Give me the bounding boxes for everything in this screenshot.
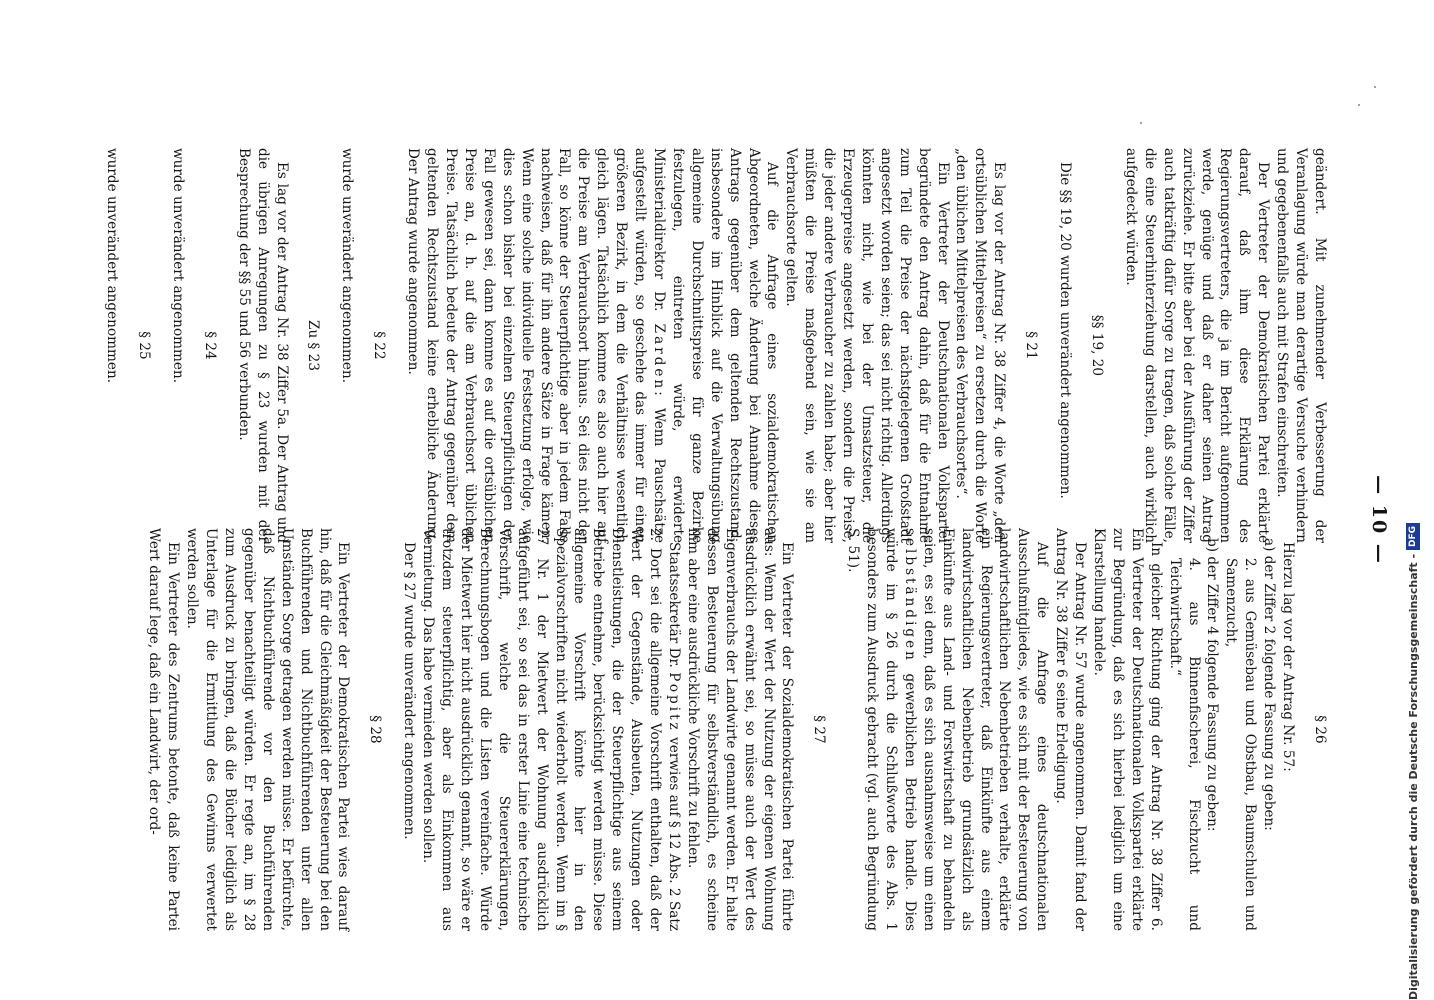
section-heading: Zu § 23	[305, 320, 322, 371]
paragraph: Ein Vertreter der Demokratischen Partei wies darauf hin, daß für die Gleichmäßigkeit der Besteuerung bei den Buchführenden und Nichtbuchführenden unter allen Umständen Sorge getragen werden müsse. Er befürchte, daß Nichtbuchführende vor den Buchführenden gegenüber benachteiligt würden. Er regte an, im § 28 zum Ausdruck zu bringen, daß die Bücher lediglich als Unterlage für die Ermittlung des Gewinns verwertet werden sollen.	[184, 528, 352, 931]
paragraph: Der § 27 wurde unverändert angenommen.	[401, 542, 418, 840]
section-heading: § 24	[201, 331, 218, 360]
section-heading: § 27	[811, 715, 828, 744]
list-item: 2. aus Gemüsebau und Obstbau, Baumschulen und Samenzucht,	[1223, 558, 1259, 931]
right-column	[145, 528, 1329, 931]
section-heading: § 21	[1023, 331, 1040, 360]
spaced-name: Zarden	[651, 323, 667, 392]
paragraph	[843, 528, 1051, 931]
section-heading: § 28	[367, 715, 384, 744]
spaced-name: Popitz	[666, 672, 682, 733]
paragraph: wurde unverändert angenommen.	[339, 148, 356, 384]
paragraph: wurde unverändert angenommen.	[169, 148, 186, 384]
paragraph: Ein Vertreter des Zentrums betonte, daß keine Partei Wert darauf lege, daß ein Landwirt, der ord-	[146, 528, 182, 931]
text-run: Staatssekretär Dr.	[666, 542, 682, 668]
text-run: : Wenn Pauschsätze aufgestellt würden, so geschehe das immer für einen größeren Bezirk, in dem die Verhältnisse wesentlich gleich lägen. Tatsächlich komme es also auch hier auf die Preise am Verbrauchsort hinaus. Sei dies nicht der Fall, so könne der Steuerpflichtige aber in jedem Falle nachweisen, daß für ihn andere Sätze in Frage kämen. Wenn eine solche individuelle Festsetzung erfolge, wie dies schon bisher bei einzelnen Steuerpflichtigen der Fall gewesen sei, dann komme es auf die ortsüblichen Preise an, d. h. auf die am Verbrauchsort üblichen Preise. Tatsächlich bedeute der Antrag gegenüber dem geltenden Rechtszustand keine erhebliche Änderung. Der Antrag wurde angenommen.	[405, 148, 667, 543]
paragraph: Ein Vertreter der Deutschnationalen Volkspartei begründete den Antrag dahin, daß für die Entnahme zum Teil die Preise der nächstgelegenen Großstadt angesetzt worden seien; das sei nicht richtig. Allerdings könnten nicht, wie bei der Umsatzsteuer, die Erzeugerpreise angesetzt werden, sondern die Preise, die jeder andere Verbraucher zu zahlen habe; aber hier müßten die Preise maßgebend sein, wie sie am Verbrauchsorte gelten.	[783, 148, 951, 543]
section-heading: § 26	[1312, 715, 1328, 744]
paragraph: Es lag vor der Antrag Nr. 38 Ziffer 4, die Worte „den ortsüblichen Mittelpreisen“ zu ersetzen durch die Worte „den üblichen Mittelpreisen des Verbrauchsortes“.	[953, 148, 1008, 543]
paragraph: Der Vertreter der Demokratischen Partei erklärte darauf, daß ihm diese Erklärung des Regierungsvertreters, die ja im Bericht aufgenommen werde, genüge und daß er daher seinen Antrag zurückziehe. Er bitte aber bei der Ausführung der Ziffer auch tatkräftig dafür Sorge zu tragen, daß solche Fälle, die eine Steuerhinterziehung darstellen, auch wirklich aufgedeckt würden.	[1122, 148, 1272, 543]
text-run: Auf die Anfrage eines sozialdemokratischen Abgeordneten, welche Änderung bei Annahme dieses Antrags gegenüber dem geltenden Rechtszustand, insbesondere im Hinblick auf die Verwaltungsübung allgemeine Durchschnittspreise für ganze Bezirke festzulegen, eintreten würde, erwiderte Ministerialdirektor Dr.	[651, 148, 781, 543]
section-heading: §§ 19, 20	[1089, 314, 1106, 377]
paragraph	[403, 148, 781, 543]
paragraph: Hierzu lag vor der Antrag Nr. 57:	[1280, 542, 1297, 772]
paragraph: geändert. Mit zunehmender Verbesserung der Veranlagung würde man derartige Versuche verhindern und gegebenenfalls auch mit Strafen einschreiten.	[1274, 148, 1328, 543]
paragraph: Die §§ 19, 20 wurden unverändert angenommen.	[1057, 162, 1074, 499]
list-item: b) der Ziffer 4 folgende Fassung zu geben:	[1204, 538, 1221, 832]
left-column	[102, 148, 1329, 543]
paragraph: Ein Vertreter der Sozialdemokratischen Partei führte aus: Wenn der Wert der Nutzung der eigenen Wohnung ausdrücklich erwähnt sei, so müsse auch der Wert des Eigenverbrauchs der Landwirte genannt werden. Er halte dessen Besteuerung für selbstverständlich, es scheine ihm aber eine ausdrückliche Vorschrift zu fehlen.	[684, 528, 796, 931]
paragraph: Der Antrag Nr. 57 wurde angenommen. Damit fand der Antrag Nr. 38 Ziffer 6 seine Erledigung.	[1053, 528, 1089, 931]
scan-speck	[1140, 122, 1142, 124]
text-run: Auf die Anfrage eines deutschnationalen Ausschußmitgliedes, wie es sich mit der Besteuerung von landwirtschaftlichen Nebenbetrieben verhalte, erklärte ein Regierungsvertreter, daß Einkünfte aus einem landwirtschaftlichen Nebenbetrieb grundsätzlich als Einkünfte aus Land- und Forstwirtschaft zu behandeln seien, es sei denn, daß es sich ausnahmsweise um einen	[920, 528, 1051, 931]
section-heading: § 25	[136, 331, 153, 360]
paragraph: Es lag vor der Antrag Nr. 38 Ziffer 5a. Der Antrag und die übrigen Anregungen zu § 23 wurden mit der Besprechung der §§ 55 und 56 verbunden.	[235, 148, 290, 543]
list-item: a) der Ziffer 2 folgende Fassung zu geben:	[1261, 538, 1278, 831]
list-item: 4. aus Binnenfischerei, Fischzucht und Teichwirtschaft.“	[1166, 558, 1202, 931]
text-run: verwies auf § 12 Abs. 2 Satz 2. Dort sei die allgemeine Vorschrift enthalten, daß der Wert der Gegenstände, Ausbeuten, Nutzungen oder Dienstleistungen, die der Steuerpflichtige aus seinem Betriebe entnehme, berücksichtigt werden müsse. Diese allgemeine Vorschrift könnte hier in den Spezialvorschriften nicht wiederholt werden. Wenn im § 27 Nr. 1 der Mietwert der Wohnung ausdrücklich aufgeführt sei, so sei das in erster Linie eine technische Vorschrift, welche die Steuererklärungen, Berechnungsbogen und die Listen vereinfache. Würde der Mietwert hier nicht ausdrücklich genannt, so wäre er trotzdem steuerpflichtig, aber als Einkommen aus Vermietung. Das habe vermieden werden sollen.	[420, 528, 682, 932]
scan-speck	[1374, 86, 1376, 88]
dfg-logo: DFG	[1406, 523, 1420, 550]
section-heading: § 22	[371, 331, 388, 360]
scan-speck	[1358, 104, 1360, 106]
footer-text: Digitalisierung gefördert durch die Deutsche Forschungsgemeinschaft -	[1406, 553, 1420, 1000]
text-run: gewerblichen Betrieb handle. Dies würde im § 26 durch die Schlußworte des Abs. 1 besonders zum Ausdruck gebracht (vgl. auch Begründung S. 51).	[845, 528, 918, 932]
paragraph	[418, 528, 683, 931]
paragraph: In gleicher Richtung ging der Antrag Nr. 38 Ziffer 6. Ein Vertreter der Deutschnationalen Volkspartei erklärte zur Begründung, daß es sich hierbei lediglich um eine Klarstellung handele.	[1091, 528, 1164, 931]
paragraph: wurde unverändert angenommen.	[104, 148, 121, 384]
page-number: — 10 —	[1368, 475, 1390, 565]
digitization-footer	[1404, 523, 1422, 1000]
spaced-word: selbständigen	[901, 528, 918, 663]
